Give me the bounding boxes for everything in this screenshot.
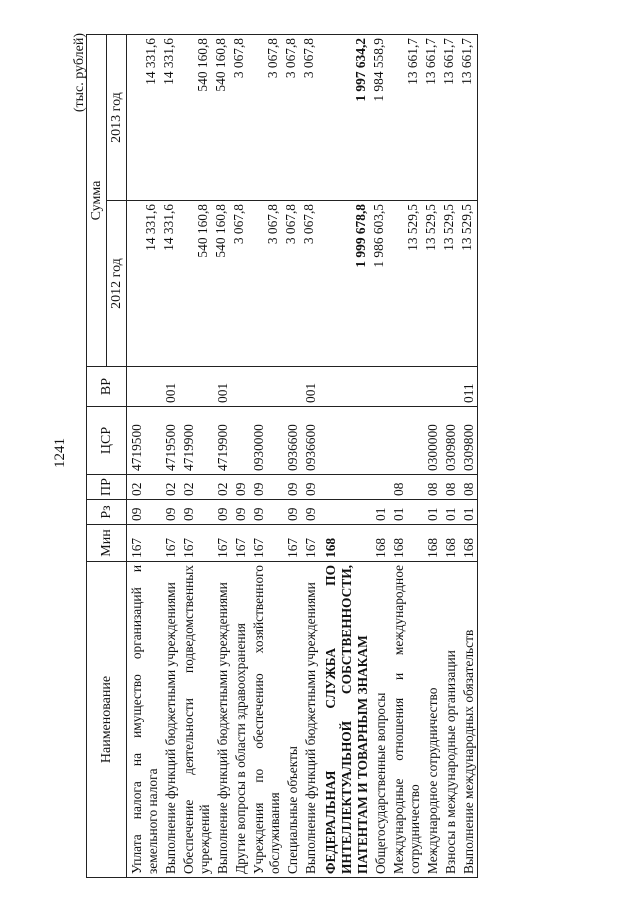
row-amount-2013: 540 160,8 — [179, 35, 213, 201]
row-rz — [319, 500, 371, 525]
table-row — [161, 35, 179, 878]
row-pr: 02 — [179, 475, 213, 500]
row-amount-2012: 3 067,8 — [283, 201, 301, 367]
row-min: 168 — [319, 525, 371, 562]
row-amount-2012: 13 529,5 — [423, 201, 441, 367]
row-csr: 0936600 — [301, 407, 319, 475]
row-vr: 001 — [301, 367, 319, 407]
table-row — [441, 35, 459, 878]
row-pr: 09 — [283, 475, 301, 500]
row-min: 167 — [283, 525, 301, 562]
table-row — [423, 35, 441, 878]
row-csr — [319, 407, 371, 475]
row-amount-2012: 14 331,6 — [161, 201, 179, 367]
row-rz: 09 — [231, 500, 249, 525]
row-rz: 01 — [371, 500, 389, 525]
row-name: Другие вопросы в области здравоохранения — [231, 562, 249, 878]
units-note: (тыс. рублей) — [72, 33, 87, 113]
row-rz: 01 — [389, 500, 423, 525]
row-amount-2013: 13 661,7 — [441, 35, 459, 201]
row-vr: 011 — [459, 367, 478, 407]
table-row — [231, 35, 249, 878]
row-csr — [231, 407, 249, 475]
budget-table — [86, 34, 478, 878]
table-row — [319, 35, 371, 878]
row-pr — [371, 475, 389, 500]
row-name: Обеспечение деятельности подведомственных учреждений — [179, 562, 213, 878]
row-amount-2012: 13 529,5 — [459, 201, 478, 367]
row-name: Выполнение функций бюджетными учреждениями — [213, 562, 231, 878]
row-name: Специальные объекты — [283, 562, 301, 878]
row-name: Международные отношения и международное сотрудничество — [389, 562, 423, 878]
header-min: Мин — [87, 525, 127, 562]
row-name: Выполнение функций бюджетными учреждениями — [301, 562, 319, 878]
header-name: Наименование — [87, 562, 127, 878]
row-amount-2013: 3 067,8 — [283, 35, 301, 201]
row-vr: 001 — [161, 367, 179, 407]
row-rz: 09 — [301, 500, 319, 525]
row-pr: 02 — [213, 475, 231, 500]
header-year-2013: 2013 год — [107, 35, 127, 201]
table-row — [389, 35, 423, 878]
row-vr — [441, 367, 459, 407]
row-min: 167 — [127, 525, 162, 562]
table-row — [127, 35, 162, 878]
row-vr: 001 — [213, 367, 231, 407]
table-header — [87, 35, 127, 878]
row-rz: 09 — [179, 500, 213, 525]
row-amount-2013: 14 331,6 — [161, 35, 179, 201]
row-min: 168 — [441, 525, 459, 562]
row-rz: 01 — [423, 500, 441, 525]
row-pr: 02 — [161, 475, 179, 500]
row-name: Общегосударственные вопросы — [371, 562, 389, 878]
table-row — [283, 35, 301, 878]
row-amount-2012: 14 331,6 — [127, 201, 162, 367]
row-vr — [389, 367, 423, 407]
row-csr: 4719500 — [127, 407, 162, 475]
row-amount-2013: 1 984 558,9 — [371, 35, 389, 201]
row-rz: 09 — [283, 500, 301, 525]
header-sum: Сумма — [87, 35, 107, 367]
header-pr: ПР — [87, 475, 127, 500]
row-name: Выполнение международных обязательств — [459, 562, 478, 878]
row-csr: 0300000 — [423, 407, 441, 475]
row-amount-2012: 13 529,5 — [389, 201, 423, 367]
row-csr: 0936600 — [283, 407, 301, 475]
row-min: 167 — [161, 525, 179, 562]
row-pr: 08 — [423, 475, 441, 500]
row-csr: 4719900 — [179, 407, 213, 475]
row-amount-2013: 14 331,6 — [127, 35, 162, 201]
row-min: 168 — [371, 525, 389, 562]
header-vr: ВР — [87, 367, 127, 407]
row-pr: 08 — [441, 475, 459, 500]
row-min: 167 — [249, 525, 283, 562]
row-rz: 01 — [459, 500, 478, 525]
row-vr — [127, 367, 162, 407]
page-number: 1241 — [52, 438, 68, 468]
row-rz: 09 — [161, 500, 179, 525]
row-min: 167 — [179, 525, 213, 562]
row-amount-2013: 1 997 634,2 — [319, 35, 371, 201]
table-row — [213, 35, 231, 878]
row-rz: 09 — [127, 500, 162, 525]
row-csr: 0930000 — [249, 407, 283, 475]
table-row — [301, 35, 319, 878]
row-csr — [371, 407, 389, 475]
row-name: ФЕДЕРАЛЬНАЯ СЛУЖБА ПО ИНТЕЛЛЕКТУАЛЬНОЙ СОБСТВЕННОСТИ, ПАТЕНТАМ И ТОВАРНЫМ ЗНАКАМ — [319, 562, 371, 878]
table-body — [127, 35, 478, 878]
row-csr: 0309800 — [441, 407, 459, 475]
table-row — [179, 35, 213, 878]
row-vr — [249, 367, 283, 407]
row-amount-2012: 3 067,8 — [231, 201, 249, 367]
row-pr: 09 — [301, 475, 319, 500]
row-amount-2012: 540 160,8 — [213, 201, 231, 367]
row-min: 168 — [423, 525, 441, 562]
row-amount-2013: 3 067,8 — [231, 35, 249, 201]
row-amount-2012: 13 529,5 — [441, 201, 459, 367]
header-rz: Рз — [87, 500, 127, 525]
row-pr — [319, 475, 371, 500]
row-amount-2013: 3 067,8 — [301, 35, 319, 201]
row-name: Международное сотрудничество — [423, 562, 441, 878]
row-rz: 09 — [249, 500, 283, 525]
row-vr — [319, 367, 371, 407]
row-vr — [231, 367, 249, 407]
row-rz: 09 — [213, 500, 231, 525]
row-min: 168 — [389, 525, 423, 562]
row-amount-2012: 540 160,8 — [179, 201, 213, 367]
header-csr: ЦСР — [87, 407, 127, 475]
row-name: Учреждения по обеспечению хозяйственного обслуживания — [249, 562, 283, 878]
row-pr: 09 — [231, 475, 249, 500]
row-vr — [283, 367, 301, 407]
row-name: Уплата налога на имущество организаций и земельного налога — [127, 562, 162, 878]
row-pr: 02 — [127, 475, 162, 500]
row-pr: 08 — [459, 475, 478, 500]
table-row — [459, 35, 478, 878]
row-csr: 4719900 — [213, 407, 231, 475]
row-amount-2012: 1 999 678,8 — [319, 201, 371, 367]
row-vr — [179, 367, 213, 407]
row-amount-2013: 540 160,8 — [213, 35, 231, 201]
row-csr — [389, 407, 423, 475]
row-amount-2013: 13 661,7 — [459, 35, 478, 201]
row-min: 167 — [231, 525, 249, 562]
header-year-2012: 2012 год — [107, 201, 127, 367]
row-min: 167 — [213, 525, 231, 562]
row-pr: 08 — [389, 475, 423, 500]
row-amount-2013: 3 067,8 — [249, 35, 283, 201]
row-csr: 0309800 — [459, 407, 478, 475]
row-pr: 09 — [249, 475, 283, 500]
row-vr — [371, 367, 389, 407]
row-name: Выполнение функций бюджетными учреждениями — [161, 562, 179, 878]
row-csr: 4719500 — [161, 407, 179, 475]
table-row — [249, 35, 283, 878]
row-vr — [423, 367, 441, 407]
row-name: Взносы в международные организации — [441, 562, 459, 878]
row-min: 167 — [301, 525, 319, 562]
row-rz: 01 — [441, 500, 459, 525]
row-min: 168 — [459, 525, 478, 562]
table-row — [371, 35, 389, 878]
row-amount-2012: 3 067,8 — [301, 201, 319, 367]
row-amount-2013: 13 661,7 — [389, 35, 423, 201]
row-amount-2013: 13 661,7 — [423, 35, 441, 201]
row-amount-2012: 3 067,8 — [249, 201, 283, 367]
row-amount-2012: 1 986 603,5 — [371, 201, 389, 367]
